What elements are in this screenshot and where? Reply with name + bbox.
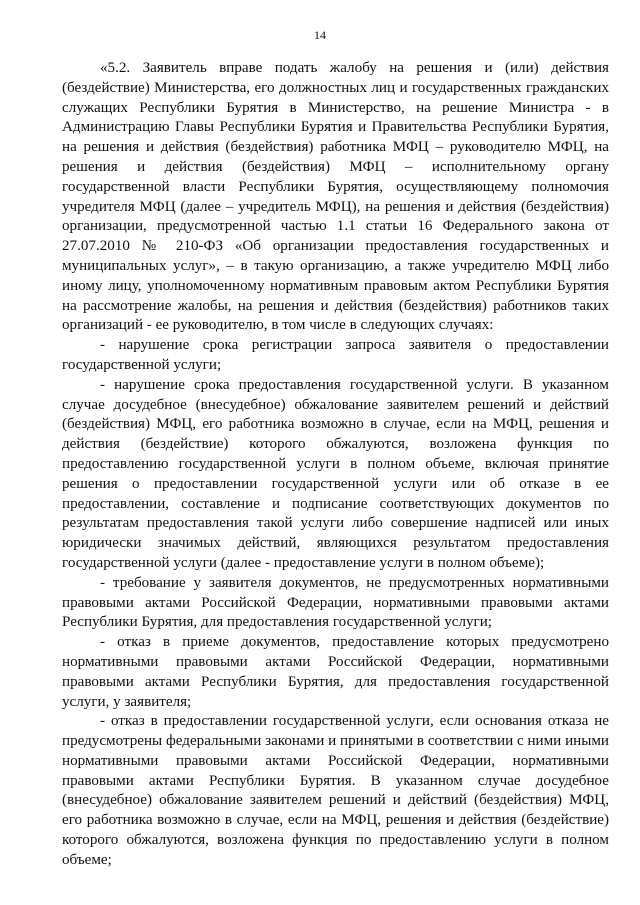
paragraph-complaint-right: «5.2. Заявитель вправе подать жалобу на решения и (или) действия (бездействие) Министерства, его должностных лиц и государственных гражданских служащих Республики Бурятия в Министерство, на решение Министра - в Администрацию Главы Республики Бурятия и Правительства Республики Бурятия, на решения и действия (бездействия) работника МФЦ – руководителю МФЦ, на решения и действия (бездействия) МФЦ – исполнительному органу государственной власти Республики Бурятия, осуществляющему полномочия учредителя МФЦ (далее – учредитель МФЦ), на решения и действия (бездействия) организации, предусмотренной частью 1.1 статьи 16 Федерального закона от 27.07.2010 № 210-ФЗ «Об организации предоставления государственных и муниципальных услуг», – в такую организацию, а также учредителю МФЦ либо иному лицу, уполномоченному нормативным правовым актом Республики Бурятия на рассмотрение жалобы, на решения и действия (бездействия) работников таких организаций - ее руководителю, в том числе в следующих случаях: [62, 60, 609, 334]
paragraph-service-refusal: - отказ в предоставлении государственной услуги, если основания отказа не предусмотрены федеральными законами и принятыми в соответствии с ними иными нормативными правовыми актами Российской Федерации, нормативными правовыми актами Республики Бурятия. В указанном случае досудебное (внесудебное) обжалование заявителем решений и действий (бездействия) МФЦ, его работника возможно в случае, если на МФЦ, решения и действия (бездействие) которого обжалуются, возложена функция по предоставлению услуги в полном объеме; [62, 713, 609, 868]
paragraph-registration-deadline: - нарушение срока регистрации запроса заявителя о предоставлении государственной услуги; [62, 337, 609, 373]
paragraph-extra-documents: - требование у заявителя документов, не предусмотренных нормативными правовыми актами Российской Федерации, нормативными правовыми актами Республики Бурятия, для предоставления государственной услуги; [62, 574, 609, 631]
paragraph-service-deadline: - нарушение срока предоставления государственной услуги. В указанном случае досудебное (внесудебное) обжалование заявителем решений и действий (бездействия) МФЦ, его работника возможно в случае, если на МФЦ, решения и действия (бездействие) которого обжалуются, возложена функция по предоставлению государственной услуги в полном объеме, включая принятие решения о предоставлении государственной услуги или об отказе в ее предоставлении, составление и подписание соответствующих документов по результатам предоставления такой услуги либо совершение надписей или иных юридически значимых действий, являющихся результатом предоставления государственной услуги (далее - предоставление услуги в полном объеме); [62, 376, 609, 571]
paragraph-document-refusal: - отказ в приеме документов, предоставление которых предусмотрено нормативными правовыми актами Российской Федерации, нормативными правовыми актами Республики Бурятия, для предоставления государственной услуги, у заявителя; [62, 634, 609, 710]
page-number: 14 [314, 28, 326, 42]
document-body [62, 59, 609, 871]
